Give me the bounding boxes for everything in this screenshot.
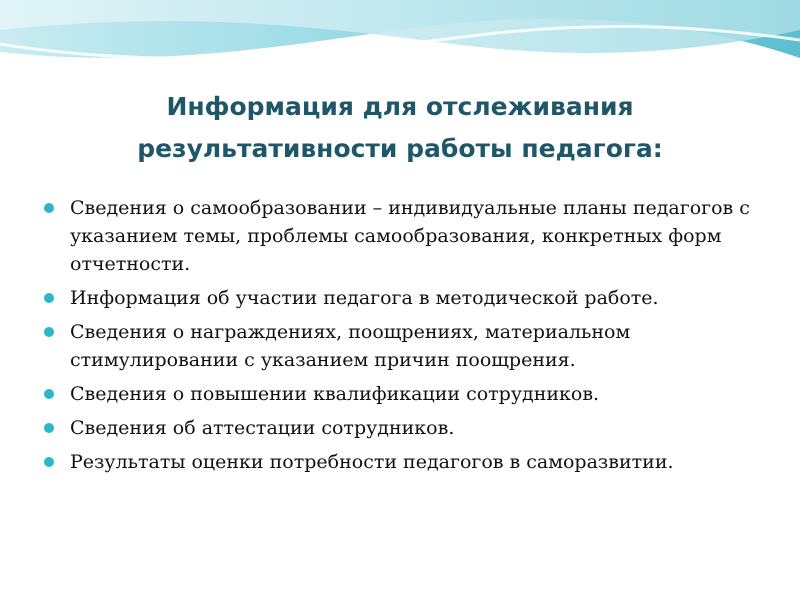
bullet-dot-icon	[44, 389, 54, 399]
slide-title-line-2: результативности работы педагога:	[137, 134, 663, 163]
bullet-text: Результаты оценки потребности педагогов в саморазвитии.	[70, 451, 674, 473]
bullet-item	[40, 414, 755, 442]
bullet-item	[40, 284, 755, 312]
bullet-text: Информация об участии педагога в методической работе.	[70, 287, 659, 309]
bullet-item	[40, 318, 755, 374]
bullet-dot-icon	[44, 423, 54, 433]
bullet-list	[40, 194, 755, 482]
bullet-text: Сведения об аттестации сотрудников.	[70, 417, 455, 439]
bullet-text: Сведения о награждениях, поощрениях, материальном стимулировании с указанием причин поощрения.	[70, 321, 631, 371]
bullet-item	[40, 194, 755, 278]
decorative-wave-header	[0, 0, 800, 90]
slide-title-line-1: Информация для отслеживания	[166, 92, 634, 121]
bullet-dot-icon	[44, 327, 54, 337]
slide-title	[40, 86, 760, 170]
bullet-text: Сведения о самообразовании – индивидуальные планы педагогов с указанием темы, проблемы самообразования, конкретных форм отчетности.	[70, 197, 750, 275]
bullet-dot-icon	[44, 457, 54, 467]
bullet-dot-icon	[44, 203, 54, 213]
bullet-dot-icon	[44, 293, 54, 303]
bullet-text: Сведения о повышении квалификации сотрудников.	[70, 383, 600, 405]
bullet-item	[40, 448, 755, 476]
bullet-item	[40, 380, 755, 408]
